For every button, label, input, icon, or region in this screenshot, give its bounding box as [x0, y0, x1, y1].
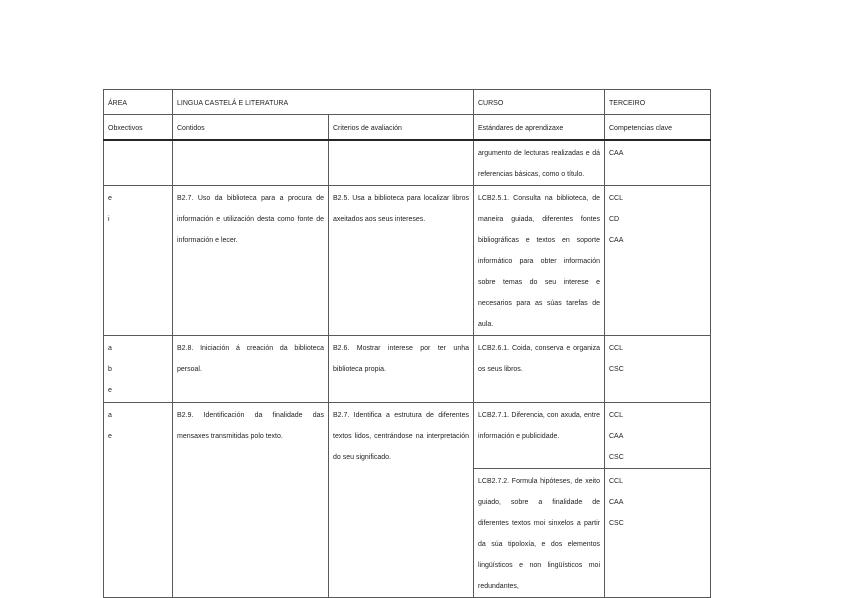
competencia-code: CAA	[609, 237, 624, 244]
cell-obxectivos	[104, 336, 173, 403]
table-row	[104, 336, 711, 403]
cell-estandares: LCB2.7.2. Formula hipóteses, de xeito guiado, sobre a finalidade de diferentes textos moi sinxelos a partir da súa tipoloxía, e dos elementos lingüísticos e non lingüísticos moi redundantes,	[474, 469, 605, 598]
cell-obxectivos	[104, 186, 173, 336]
cell-contidos: B2.9. Identificación da finalidade das mensaxes transmitidas polo texto.	[173, 403, 329, 598]
table-header-row	[104, 115, 711, 141]
cell-estandares: LCB2.7.1. Diferencia, con axuda, entre información e publicidade.	[474, 403, 605, 469]
header-obxectivos: Obxectivos	[104, 115, 173, 141]
cell-contidos: B2.7. Uso da biblioteca para a procura de información e utilización desta como fonte de información e lecer.	[173, 186, 329, 336]
obxectivo-letter: a	[108, 412, 112, 419]
table-title-row	[104, 90, 711, 115]
cell-competencias	[605, 186, 711, 336]
cell-competencias	[605, 469, 711, 598]
competencia-code: CSC	[609, 520, 624, 527]
cell-contidos-empty	[173, 140, 329, 186]
obxectivo-letter: i	[108, 216, 110, 223]
curso-value-cell: TERCEIRO	[605, 90, 711, 115]
cell-competencias	[605, 336, 711, 403]
obxectivo-letter: e	[108, 195, 112, 202]
competencia-code: CSC	[609, 454, 624, 461]
competencia-code: CSC	[609, 366, 624, 373]
obxectivo-letter: a	[108, 345, 112, 352]
cell-competencias	[605, 403, 711, 469]
obxectivo-letter: b	[108, 366, 112, 373]
cell-criterios: B2.5. Usa a biblioteca para localizar libros axeitados aos seus intereses.	[329, 186, 474, 336]
cell-obxectivos-empty	[104, 140, 173, 186]
area-label-cell: ÁREA	[104, 90, 173, 115]
table-row	[104, 140, 711, 186]
header-contidos: Contidos	[173, 115, 329, 141]
competencia-code: CCL	[609, 478, 624, 485]
competencia-code: CCL	[609, 345, 624, 352]
header-competencias: Competencias clave	[605, 115, 711, 141]
cell-estandares: LCB2.6.1. Coida, conserva e organiza os seus libros.	[474, 336, 605, 403]
curriculum-table	[103, 89, 711, 598]
obxectivo-letter: e	[108, 387, 112, 394]
competencia-code: CCL	[609, 412, 624, 419]
curso-label-cell: CURSO	[474, 90, 605, 115]
area-value-cell: LINGUA CASTELÁ E LITERATURA	[173, 90, 474, 115]
competencia-code: CAA	[609, 433, 624, 440]
obxectivo-letter: e	[108, 433, 112, 440]
cell-competencias	[605, 140, 711, 186]
cell-estandares: LCB2.5.1. Consulta na biblioteca, de maneira guiada, diferentes fontes bibliográficas e textos en soporte informático para obter información sobre temas do seu interese e necesarios para as súas tarefas de aula.	[474, 186, 605, 336]
table-row	[104, 403, 711, 469]
competencia-code: CCL	[609, 195, 624, 202]
cell-criterios-empty	[329, 140, 474, 186]
competencia-code: CAA	[609, 150, 624, 157]
cell-criterios: B2.6. Mostrar interese por ter unha biblioteca propia.	[329, 336, 474, 403]
cell-obxectivos	[104, 403, 173, 598]
competencia-code: CAA	[609, 499, 624, 506]
table-row	[104, 186, 711, 336]
cell-contidos: B2.8. Iniciación á creación da biblioteca persoal.	[173, 336, 329, 403]
header-estandares: Estándares de aprendizaxe	[474, 115, 605, 141]
competencia-code: CD	[609, 216, 620, 223]
cell-criterios: B2.7. Identifica a estrutura de diferentes textos lidos, centrándose na interpretación do seu significado.	[329, 403, 474, 598]
cell-estandares: argumento de lecturas realizadas e dá referencias básicas, como o título.	[474, 140, 605, 186]
header-criterios: Criterios de avaliación	[329, 115, 474, 141]
